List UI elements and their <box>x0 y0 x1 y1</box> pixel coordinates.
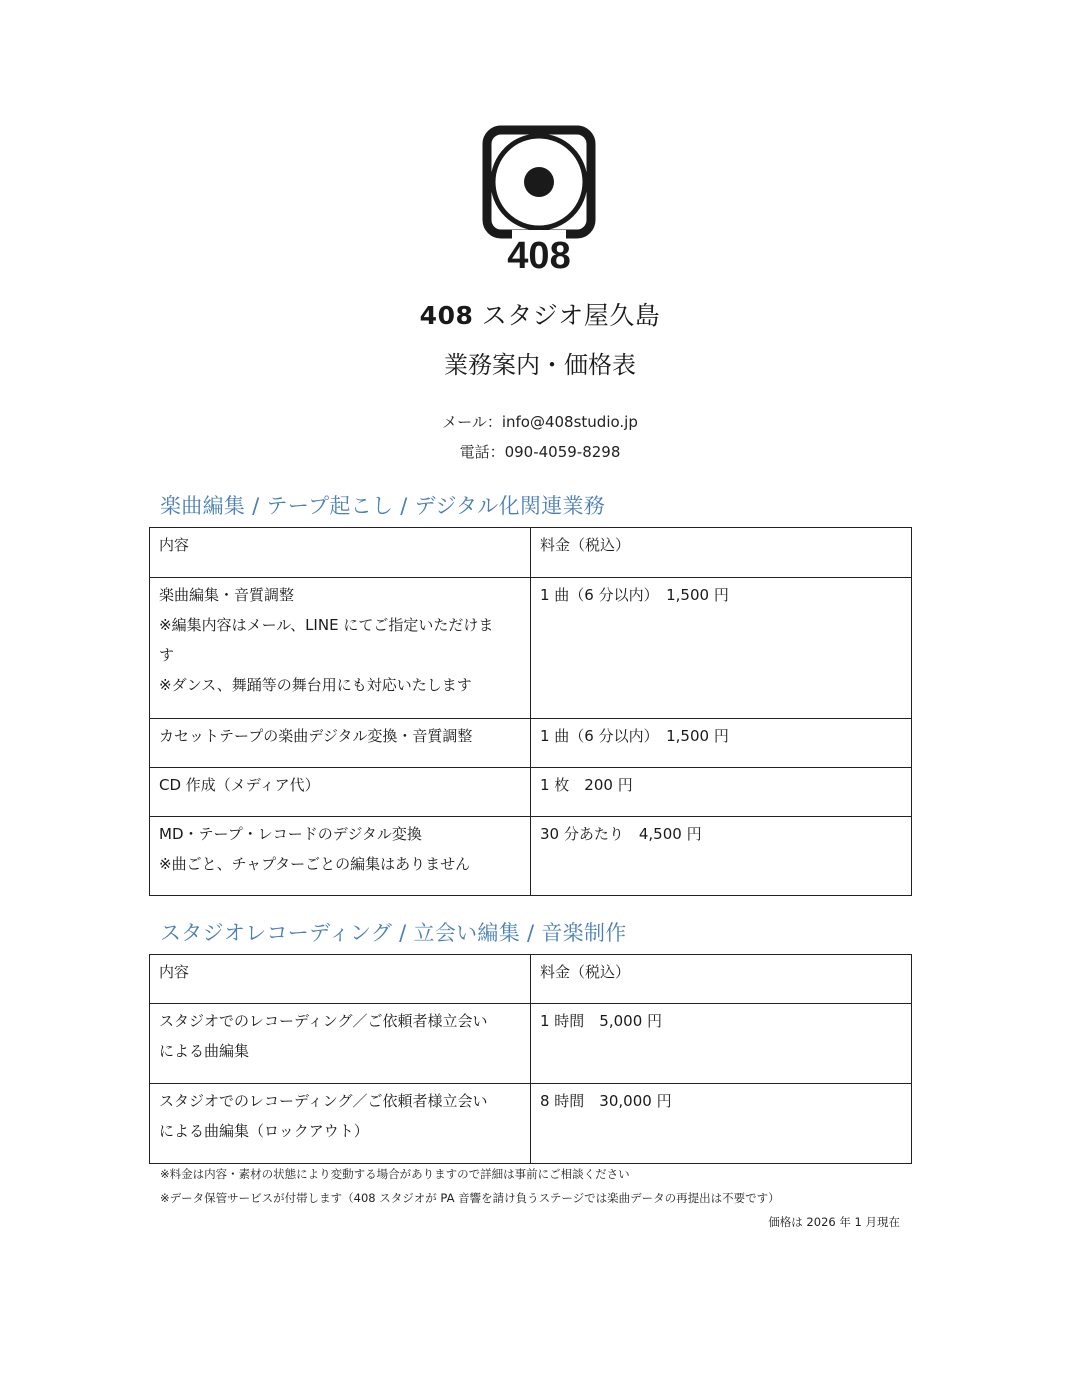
price-cell: 8 時間 30,000 円 <box>531 1084 912 1164</box>
title-studio-name: スタジオ屋久島 <box>473 301 661 330</box>
content-line: ※ダンス、舞踊等の舞台用にも対応いたします <box>159 676 472 694</box>
content-line: CD 作成（メディア代） <box>159 776 320 794</box>
price-cell: 1 曲（6 分以内） 1,500 円 <box>531 719 912 768</box>
price-cell: 1 枚 200 円 <box>531 768 912 817</box>
content-line: カセットテープの楽曲デジタル変換・音質調整 <box>159 727 473 745</box>
content-line: MD・テープ・レコードのデジタル変換 <box>159 825 422 843</box>
note-data-storage: ※データ保管サービスが付帯します（408 スタジオが PA 音響を請け負うステージでは楽曲データの再提出は不要です） <box>160 1191 780 1205</box>
table-row <box>150 817 912 896</box>
price-cell: 30 分あたり 4,500 円 <box>531 817 912 896</box>
logo-text: 408 <box>507 235 571 274</box>
content-cell <box>150 768 531 817</box>
section-heading-editing: 楽曲編集 / テープ起こし / デジタル化関連業務 <box>160 494 606 518</box>
content-line: ※曲ごと、チャプターごとの編集はありません <box>159 855 471 873</box>
content-line: す <box>159 646 175 664</box>
table-row <box>150 719 912 768</box>
price-table-editing <box>149 527 912 896</box>
content-cell <box>150 1084 531 1164</box>
content-line: による曲編集（ロックアウト） <box>159 1122 369 1140</box>
header-cell-price: 料金（税込） <box>531 528 912 578</box>
table-header-row <box>150 955 912 1004</box>
note-pricing-varies: ※料金は内容・素材の状態により変動する場合がありますので詳細は事前にご相談ください <box>160 1167 630 1181</box>
content-cell <box>150 817 531 896</box>
table-row <box>150 768 912 817</box>
table-row <box>150 578 912 719</box>
table-row <box>150 1004 912 1084</box>
header-cell-price: 料金（税込） <box>531 955 912 1004</box>
content-line: ※編集内容はメール、LINE にてご指定いただけま <box>159 616 494 634</box>
content-line: 楽曲編集・音質調整 <box>159 586 295 604</box>
table-row <box>150 1084 912 1164</box>
content-line: スタジオでのレコーディング／ご依頼者様立会い <box>159 1092 488 1110</box>
content-line: スタジオでのレコーディング／ご依頼者様立会い <box>159 1012 488 1030</box>
contact-phone: 電話：090-4059-8298 <box>459 443 621 461</box>
price-date-note: 価格は 2026 年 1 月現在 <box>768 1215 900 1229</box>
title-number: 408 <box>419 301 474 330</box>
studio-408-logo <box>482 124 596 274</box>
header-cell-content: 内容 <box>150 528 531 578</box>
contact-email: メール：info@408studio.jp <box>442 413 638 431</box>
price-table-recording <box>149 954 912 1164</box>
price-cell: 1 曲（6 分以内） 1,500 円 <box>531 578 912 719</box>
content-line: による曲編集 <box>159 1042 250 1060</box>
content-cell <box>150 578 531 719</box>
price-cell: 1 時間 5,000 円 <box>531 1004 912 1084</box>
section-heading-recording: スタジオレコーディング / 立会い編集 / 音楽制作 <box>160 921 627 945</box>
page-subtitle: 業務案内・価格表 <box>444 351 636 379</box>
header-cell-content: 内容 <box>150 955 531 1004</box>
content-cell <box>150 1004 531 1084</box>
page-title <box>0 296 1080 332</box>
content-cell <box>150 719 531 768</box>
table-header-row <box>150 528 912 578</box>
